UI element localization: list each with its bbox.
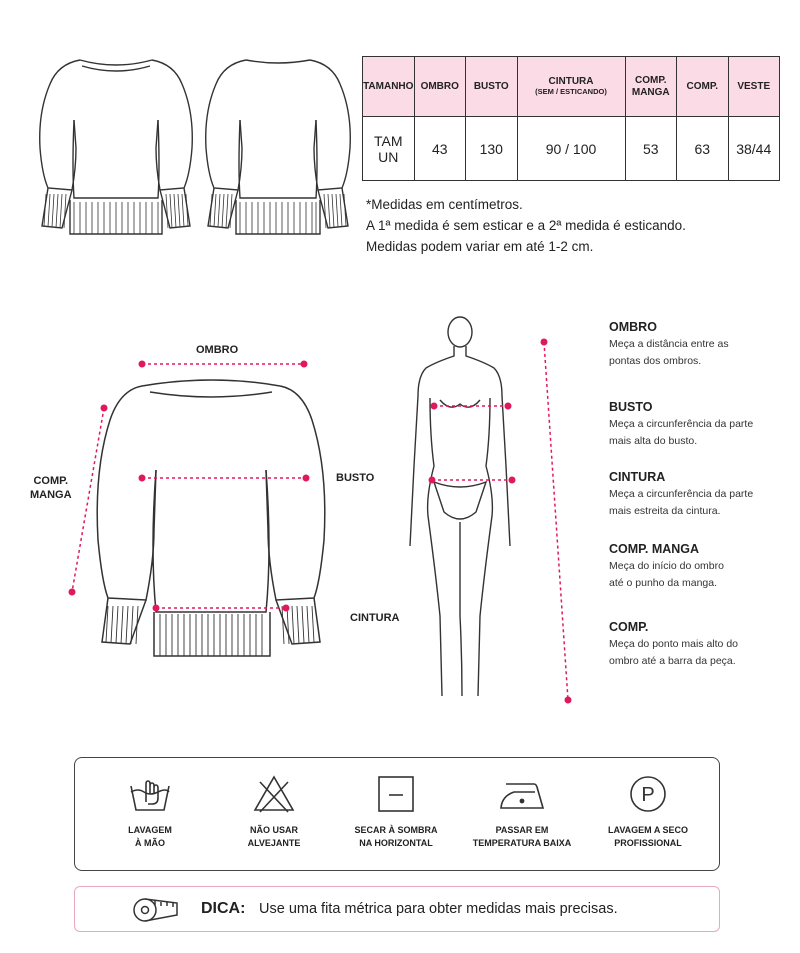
tip-label: DICA:: [201, 900, 246, 917]
note-line: *Medidas em centímetros.: [366, 197, 523, 212]
care-label: LAVAGEM À MÃO: [128, 825, 172, 848]
veste-cell: 38/44: [728, 117, 780, 181]
care-item-dry-flat-shade: [331, 758, 461, 870]
care-instructions-box: [74, 757, 720, 871]
diagram-label-ombro: OMBRO: [196, 344, 239, 356]
tip-text: Use uma fita métrica para obter medidas mais precisas.: [259, 901, 618, 917]
guide-title: CINTURA: [609, 470, 666, 484]
measuring-tape-icon: [131, 895, 187, 930]
size-table-header: CINTURA (SEM / ESTICANDO): [517, 57, 625, 117]
guide-text: Meça a circunferência da parte mais alta do busto.: [609, 418, 754, 447]
ombro-cell: 43: [414, 117, 466, 181]
care-item-hand-wash: [85, 758, 215, 870]
note-line: Medidas podem variar em até 1-2 cm.: [366, 239, 594, 254]
size-table-header: OMBRO: [414, 57, 466, 117]
care-item-dry-clean: [583, 758, 713, 870]
size-table-header: COMP. MANGA: [625, 57, 677, 117]
sweater-back-sketch: [190, 48, 366, 244]
no-bleach-icon: [252, 774, 296, 819]
size-cell: TAM UN: [363, 117, 415, 181]
care-label: PASSAR EM TEMPERATURA BAIXA: [472, 825, 572, 848]
guide-text: Meça do ponto mais alto do ombro até a barra da peça.: [609, 638, 738, 667]
care-label: SECAR À SOMBRA NA HORIZONTAL: [354, 825, 438, 848]
guide-title: OMBRO: [609, 320, 657, 334]
note-line: A 1ª medida é sem esticar e a 2ª medida é esticando.: [366, 218, 686, 233]
guide-item-cintura: [609, 470, 769, 520]
comp-cell: 63: [677, 117, 729, 181]
guide-item-ombro: [609, 320, 759, 370]
comp-manga-cell: 53: [625, 117, 677, 181]
size-table: [362, 56, 780, 181]
care-item-iron-low: [457, 758, 587, 870]
measurement-notes: [366, 194, 686, 257]
size-table-header: BUSTO: [466, 57, 518, 117]
diagram-label-cintura: CINTURA: [350, 612, 400, 624]
guide-item-comp: [609, 620, 769, 670]
guide-title: COMP.: [609, 620, 649, 634]
iron-low-icon: [496, 774, 548, 819]
care-label: NÃO USAR ALVEJANTE: [247, 825, 301, 848]
sweater-measurement-diagram: [60, 350, 350, 670]
care-label: LAVAGEM A SECO PROFISSIONAL: [607, 825, 688, 848]
guide-item-comp-manga: [609, 542, 739, 592]
hand-wash-icon: [128, 774, 172, 819]
diagram-label-busto: BUSTO: [336, 472, 375, 484]
cintura-cell: 90 / 100: [517, 117, 625, 181]
guide-text: Meça a distância entre as pontas dos ombros.: [609, 338, 729, 367]
size-table-header-row: [363, 57, 780, 117]
dry-clean-icon: [628, 774, 668, 819]
size-table-header: COMP.: [677, 57, 729, 117]
table-row: [363, 117, 780, 181]
guide-title: COMP. MANGA: [609, 542, 700, 556]
size-table-header: VESTE: [728, 57, 780, 117]
guide-item-busto: [609, 400, 769, 450]
size-table-header: TAMANHO: [363, 57, 415, 117]
tip-box: [74, 886, 720, 932]
guide-text: Meça a circunferência da parte mais estreita da cintura.: [609, 488, 754, 517]
sweater-front-sketch: [28, 48, 204, 244]
guide-text: Meça do início do ombro até o punho da manga.: [609, 560, 724, 589]
care-item-no-bleach: [209, 758, 339, 870]
guide-title: BUSTO: [609, 400, 653, 414]
busto-cell: 130: [466, 117, 518, 181]
body-measurement-diagram: [400, 316, 580, 716]
dry-flat-shade-icon: [376, 774, 416, 819]
svg-text:P: P: [641, 784, 655, 806]
diagram-label-comp-manga: COMP. MANGA: [30, 475, 72, 501]
